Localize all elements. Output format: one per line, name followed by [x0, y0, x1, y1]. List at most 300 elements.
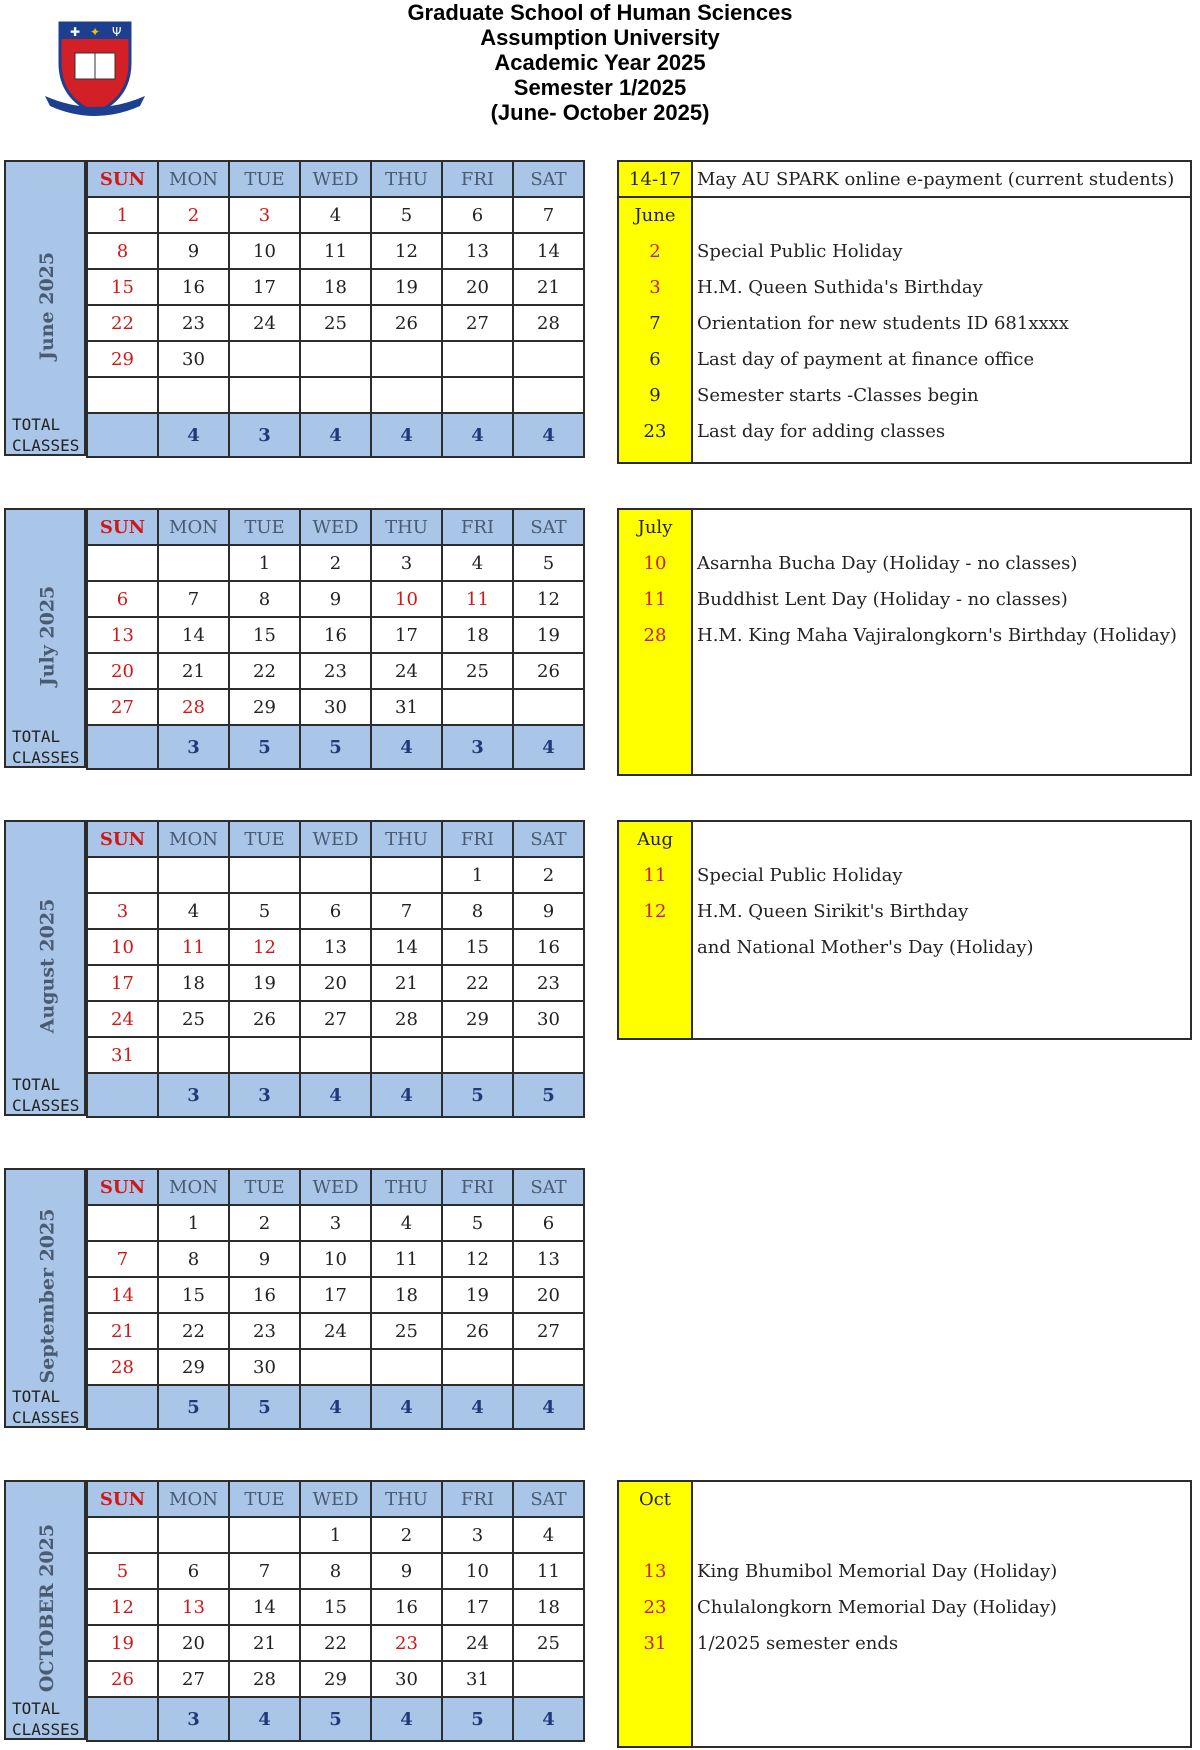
- total-classes-cell: 4: [513, 725, 584, 769]
- day-cell: 25: [442, 653, 513, 689]
- event-description: King Bhumibol Memorial Day (Holiday): [697, 1561, 1058, 1582]
- day-cell: 2: [158, 197, 229, 233]
- week-row: [87, 305, 584, 341]
- weekday-header-mon: MON: [158, 161, 229, 197]
- total-classes-cell: 4: [371, 1697, 442, 1741]
- week-row: [87, 857, 584, 893]
- day-cell: 16: [371, 1589, 442, 1625]
- event-row: [619, 162, 1190, 198]
- day-cell: 4: [158, 893, 229, 929]
- weekday-header-thu: THU: [371, 1169, 442, 1205]
- day-cell: [513, 689, 584, 725]
- day-cell: 7: [371, 893, 442, 929]
- day-cell: 18: [442, 617, 513, 653]
- weekday-header-sat: SAT: [513, 821, 584, 857]
- weekday-header-tue: TUE: [229, 821, 300, 857]
- day-cell: 11: [442, 581, 513, 617]
- day-cell: 19: [442, 1277, 513, 1313]
- event-date: 2: [649, 241, 661, 262]
- event-date: 12: [643, 901, 667, 922]
- event-description: H.M. King Maha Vajiralongkorn's Birthday (Holiday): [697, 625, 1177, 646]
- week-row: [87, 233, 584, 269]
- week-row: [87, 1625, 584, 1661]
- day-cell: [300, 857, 371, 893]
- day-cell: 7: [158, 581, 229, 617]
- classes-label-line: CLASSES: [12, 1096, 80, 1115]
- total-label-line: TOTAL: [12, 415, 61, 434]
- day-cell: 17: [87, 965, 158, 1001]
- day-cell: 19: [229, 965, 300, 1001]
- total-classes-cell: 5: [300, 1697, 371, 1741]
- day-cell: 13: [300, 929, 371, 965]
- day-cell: [371, 341, 442, 377]
- weekday-header-row: [87, 161, 584, 197]
- day-cell: 5: [513, 545, 584, 581]
- day-cell: 22: [158, 1313, 229, 1349]
- day-cell: [158, 1517, 229, 1553]
- weekday-header-fri: FRI: [442, 1481, 513, 1517]
- event-description: Chulalongkorn Memorial Day (Holiday): [697, 1597, 1057, 1618]
- week-row: [87, 1517, 584, 1553]
- total-classes-cell: [87, 413, 158, 457]
- total-classes-row: [87, 413, 584, 457]
- event-row: [619, 1590, 1190, 1626]
- event-date: 31: [643, 1633, 667, 1654]
- month-name-text: June 2025: [36, 251, 59, 361]
- weekday-header-sat: SAT: [513, 1481, 584, 1517]
- day-cell: [229, 857, 300, 893]
- day-cell: [229, 377, 300, 413]
- day-cell: 10: [300, 1241, 371, 1277]
- day-cell: [300, 341, 371, 377]
- day-cell: 29: [158, 1349, 229, 1385]
- day-cell: 18: [371, 1277, 442, 1313]
- day-cell: 10: [442, 1553, 513, 1589]
- week-row: [87, 1001, 584, 1037]
- title-semester: Semester 1/2025: [513, 75, 687, 100]
- day-cell: 18: [158, 965, 229, 1001]
- weekday-header-thu: THU: [371, 509, 442, 545]
- day-cell: [442, 1349, 513, 1385]
- day-cell: 21: [158, 653, 229, 689]
- day-cell: [513, 341, 584, 377]
- event-description: May AU SPARK online e-payment (current students): [697, 169, 1175, 190]
- day-cell: 28: [229, 1661, 300, 1697]
- day-cell: 5: [442, 1205, 513, 1241]
- total-classes-cell: 4: [300, 413, 371, 457]
- day-cell: 6: [300, 893, 371, 929]
- day-cell: 10: [87, 929, 158, 965]
- total-classes-label: [12, 1386, 79, 1428]
- day-cell: 1: [442, 857, 513, 893]
- event-row: [619, 930, 1190, 966]
- event-date: June: [634, 205, 676, 226]
- day-cell: 13: [442, 233, 513, 269]
- day-cell: [158, 377, 229, 413]
- day-cell: 3: [87, 893, 158, 929]
- week-row: [87, 341, 584, 377]
- day-cell: [158, 545, 229, 581]
- total-classes-cell: 3: [229, 413, 300, 457]
- day-cell: 12: [442, 1241, 513, 1277]
- day-cell: 24: [300, 1313, 371, 1349]
- total-classes-cell: [87, 725, 158, 769]
- title-university: Assumption University: [480, 25, 720, 50]
- day-cell: 11: [158, 929, 229, 965]
- month-calendar-grid: [86, 160, 585, 458]
- week-row: [87, 269, 584, 305]
- total-classes-cell: 4: [300, 1073, 371, 1117]
- day-cell: 4: [300, 197, 371, 233]
- day-cell: 25: [300, 305, 371, 341]
- weekday-header-sun: SUN: [87, 821, 158, 857]
- day-cell: 8: [300, 1553, 371, 1589]
- week-row: [87, 197, 584, 233]
- event-row: [619, 858, 1190, 894]
- event-description: Last day for adding classes: [697, 421, 946, 442]
- day-cell: 9: [158, 233, 229, 269]
- event-row: [619, 582, 1190, 618]
- weekday-header-fri: FRI: [442, 821, 513, 857]
- day-cell: [87, 377, 158, 413]
- total-classes-cell: 5: [229, 725, 300, 769]
- day-cell: 4: [513, 1517, 584, 1553]
- day-cell: 1: [87, 197, 158, 233]
- day-cell: 16: [300, 617, 371, 653]
- weekday-header-row: [87, 821, 584, 857]
- title-academic-year: Academic Year 2025: [494, 50, 706, 75]
- day-cell: 11: [371, 1241, 442, 1277]
- week-row: [87, 653, 584, 689]
- week-row: [87, 929, 584, 965]
- total-classes-cell: 3: [158, 1073, 229, 1117]
- week-row: [87, 1589, 584, 1625]
- day-cell: 2: [513, 857, 584, 893]
- month-name-label: [6, 1206, 88, 1386]
- total-classes-label: [12, 1698, 79, 1740]
- day-cell: [442, 1037, 513, 1073]
- day-cell: 30: [371, 1661, 442, 1697]
- day-cell: [87, 857, 158, 893]
- event-date: 10: [643, 553, 667, 574]
- event-date: Oct: [638, 1489, 672, 1510]
- month-side-panel: [4, 820, 86, 1116]
- day-cell: 29: [229, 689, 300, 725]
- weekday-header-mon: MON: [158, 821, 229, 857]
- total-classes-cell: 4: [371, 1385, 442, 1429]
- day-cell: [229, 341, 300, 377]
- week-row: [87, 1277, 584, 1313]
- event-date: 28: [643, 625, 667, 646]
- total-label-line: TOTAL: [12, 1075, 61, 1094]
- day-cell: [371, 1349, 442, 1385]
- event-row: [619, 1626, 1190, 1662]
- weekday-header-sun: SUN: [87, 1169, 158, 1205]
- total-classes-label: [12, 726, 79, 768]
- day-cell: 13: [158, 1589, 229, 1625]
- day-cell: 7: [87, 1241, 158, 1277]
- weekday-header-sun: SUN: [87, 161, 158, 197]
- day-cell: 16: [158, 269, 229, 305]
- weekday-header-sat: SAT: [513, 161, 584, 197]
- day-cell: 11: [513, 1553, 584, 1589]
- event-date: 11: [643, 865, 667, 886]
- day-cell: 9: [229, 1241, 300, 1277]
- day-cell: 11: [300, 233, 371, 269]
- event-description: H.M. Queen Suthida's Birthday: [697, 277, 983, 298]
- week-row: [87, 893, 584, 929]
- day-cell: 12: [513, 581, 584, 617]
- day-cell: 10: [371, 581, 442, 617]
- day-cell: 12: [87, 1589, 158, 1625]
- day-cell: 14: [371, 929, 442, 965]
- event-description: H.M. Queen Sirikit's Birthday: [697, 901, 969, 922]
- week-row: [87, 1037, 584, 1073]
- weekday-header-wed: WED: [300, 509, 371, 545]
- day-cell: 7: [513, 197, 584, 233]
- day-cell: 3: [300, 1205, 371, 1241]
- events-panel: [617, 820, 1192, 1040]
- day-cell: 21: [229, 1625, 300, 1661]
- week-row: [87, 1313, 584, 1349]
- document-header: [0, 0, 1200, 130]
- weekday-header-row: [87, 1481, 584, 1517]
- total-classes-row: [87, 1073, 584, 1117]
- day-cell: 17: [442, 1589, 513, 1625]
- week-row: [87, 581, 584, 617]
- day-cell: 14: [158, 617, 229, 653]
- weekday-header-wed: WED: [300, 1169, 371, 1205]
- month-side-panel: [4, 508, 86, 768]
- event-row: [619, 414, 1190, 450]
- total-classes-cell: [87, 1385, 158, 1429]
- event-row: [619, 198, 1190, 234]
- day-cell: 8: [442, 893, 513, 929]
- day-cell: 13: [87, 617, 158, 653]
- day-cell: [442, 689, 513, 725]
- month-calendar-grid: [86, 1168, 585, 1430]
- total-classes-cell: 5: [158, 1385, 229, 1429]
- week-row: [87, 545, 584, 581]
- day-cell: [229, 1037, 300, 1073]
- day-cell: 8: [158, 1241, 229, 1277]
- total-classes-cell: [87, 1697, 158, 1741]
- events-panel: [617, 508, 1192, 776]
- title-date-range: (June- October 2025): [490, 100, 710, 125]
- day-cell: 5: [371, 197, 442, 233]
- month-name-text: July 2025: [36, 585, 58, 687]
- month-calendar-grid: [86, 1480, 585, 1742]
- classes-label-line: CLASSES: [12, 748, 80, 767]
- day-cell: 23: [300, 653, 371, 689]
- day-cell: 14: [229, 1589, 300, 1625]
- day-cell: 6: [87, 581, 158, 617]
- total-classes-cell: 3: [158, 725, 229, 769]
- month-name-text: August 2025: [36, 898, 58, 1034]
- day-cell: 9: [300, 581, 371, 617]
- day-cell: 9: [513, 893, 584, 929]
- weekday-header-tue: TUE: [229, 1169, 300, 1205]
- day-cell: 21: [87, 1313, 158, 1349]
- day-cell: 6: [442, 197, 513, 233]
- classes-label-line: CLASSES: [12, 1408, 80, 1427]
- weekday-header-sun: SUN: [87, 509, 158, 545]
- total-classes-cell: 4: [300, 1385, 371, 1429]
- weekday-header-tue: TUE: [229, 161, 300, 197]
- day-cell: 6: [513, 1205, 584, 1241]
- day-cell: 29: [442, 1001, 513, 1037]
- day-cell: 15: [87, 269, 158, 305]
- total-classes-cell: 4: [371, 725, 442, 769]
- day-cell: 14: [513, 233, 584, 269]
- total-classes-cell: 5: [300, 725, 371, 769]
- day-cell: 31: [442, 1661, 513, 1697]
- day-cell: 20: [300, 965, 371, 1001]
- total-classes-cell: 4: [371, 413, 442, 457]
- day-cell: 21: [371, 965, 442, 1001]
- day-cell: 26: [513, 653, 584, 689]
- day-cell: 31: [371, 689, 442, 725]
- day-cell: [442, 341, 513, 377]
- day-cell: [87, 1205, 158, 1241]
- day-cell: 26: [229, 1001, 300, 1037]
- event-date: 23: [643, 1597, 667, 1618]
- event-description: Buddhist Lent Day (Holiday - no classes): [697, 589, 1068, 610]
- week-row: [87, 689, 584, 725]
- day-cell: 17: [300, 1277, 371, 1313]
- day-cell: 27: [300, 1001, 371, 1037]
- day-cell: 22: [442, 965, 513, 1001]
- day-cell: [442, 377, 513, 413]
- total-classes-cell: 4: [513, 413, 584, 457]
- event-row: [619, 1482, 1190, 1518]
- day-cell: 1: [229, 545, 300, 581]
- day-cell: 29: [300, 1661, 371, 1697]
- month-calendar-grid: [86, 508, 585, 770]
- event-description: Special Public Holiday: [697, 865, 903, 886]
- event-description: and National Mother's Day (Holiday): [697, 937, 1034, 958]
- day-cell: [300, 377, 371, 413]
- total-classes-cell: 5: [229, 1385, 300, 1429]
- event-date: 11: [643, 589, 667, 610]
- event-row: [619, 342, 1190, 378]
- day-cell: 9: [371, 1553, 442, 1589]
- day-cell: 15: [158, 1277, 229, 1313]
- day-cell: 20: [442, 269, 513, 305]
- event-date: 3: [649, 277, 661, 298]
- week-row: [87, 377, 584, 413]
- day-cell: [513, 1661, 584, 1697]
- day-cell: 24: [87, 1001, 158, 1037]
- event-description: Semester starts -Classes begin: [697, 385, 979, 406]
- svg-text:✚: ✚: [70, 25, 81, 39]
- weekday-header-sun: SUN: [87, 1481, 158, 1517]
- document-title: [360, 0, 840, 125]
- day-cell: 22: [229, 653, 300, 689]
- title-school: Graduate School of Human Sciences: [407, 0, 793, 25]
- total-classes-label: [12, 414, 79, 456]
- day-cell: 19: [87, 1625, 158, 1661]
- total-classes-cell: 4: [513, 1385, 584, 1429]
- week-row: [87, 1661, 584, 1697]
- month-calendar-grid: [86, 820, 585, 1118]
- day-cell: 4: [442, 545, 513, 581]
- day-cell: [158, 1037, 229, 1073]
- day-cell: 27: [442, 305, 513, 341]
- event-date: 9: [649, 385, 661, 406]
- day-cell: 16: [513, 929, 584, 965]
- day-cell: 2: [371, 1517, 442, 1553]
- events-panel: [617, 160, 1192, 464]
- month-name-label: [6, 546, 88, 726]
- total-classes-row: [87, 725, 584, 769]
- total-classes-row: [87, 1385, 584, 1429]
- day-cell: 2: [229, 1205, 300, 1241]
- day-cell: 23: [513, 965, 584, 1001]
- university-crest-logo: [40, 18, 150, 118]
- day-cell: 15: [300, 1589, 371, 1625]
- event-description: 1/2025 semester ends: [697, 1633, 899, 1654]
- week-row: [87, 1349, 584, 1385]
- day-cell: [513, 377, 584, 413]
- total-classes-cell: [87, 1073, 158, 1117]
- total-classes-cell: 4: [442, 413, 513, 457]
- day-cell: 30: [513, 1001, 584, 1037]
- event-description: Last day of payment at finance office: [697, 349, 1035, 370]
- day-cell: [371, 857, 442, 893]
- day-cell: 22: [87, 305, 158, 341]
- classes-label-line: CLASSES: [12, 1720, 80, 1739]
- day-cell: 12: [371, 233, 442, 269]
- day-cell: 27: [87, 689, 158, 725]
- total-classes-cell: 3: [158, 1697, 229, 1741]
- day-cell: 13: [513, 1241, 584, 1277]
- weekday-header-thu: THU: [371, 1481, 442, 1517]
- day-cell: 20: [513, 1277, 584, 1313]
- weekday-header-mon: MON: [158, 1481, 229, 1517]
- day-cell: 28: [87, 1349, 158, 1385]
- event-description: Special Public Holiday: [697, 241, 903, 262]
- month-side-panel: [4, 160, 86, 456]
- event-date: 13: [643, 1561, 667, 1582]
- event-row: [619, 378, 1190, 414]
- day-cell: 30: [300, 689, 371, 725]
- day-cell: 3: [229, 197, 300, 233]
- day-cell: 21: [513, 269, 584, 305]
- events-panel: [617, 1480, 1192, 1748]
- event-row: [619, 822, 1190, 858]
- day-cell: 23: [371, 1625, 442, 1661]
- day-cell: 16: [229, 1277, 300, 1313]
- total-classes-cell: 4: [371, 1073, 442, 1117]
- day-cell: 27: [158, 1661, 229, 1697]
- svg-text:✦: ✦: [90, 25, 101, 39]
- day-cell: 6: [158, 1553, 229, 1589]
- day-cell: 18: [300, 269, 371, 305]
- total-classes-cell: 4: [158, 413, 229, 457]
- day-cell: 15: [442, 929, 513, 965]
- day-cell: 7: [229, 1553, 300, 1589]
- day-cell: 27: [513, 1313, 584, 1349]
- month-name-label: [6, 858, 88, 1074]
- day-cell: 23: [229, 1313, 300, 1349]
- month-name-label: [6, 198, 88, 414]
- day-cell: 24: [371, 653, 442, 689]
- day-cell: 25: [513, 1625, 584, 1661]
- weekday-header-fri: FRI: [442, 161, 513, 197]
- svg-text:Ψ: Ψ: [112, 25, 122, 39]
- event-date: July: [637, 517, 673, 538]
